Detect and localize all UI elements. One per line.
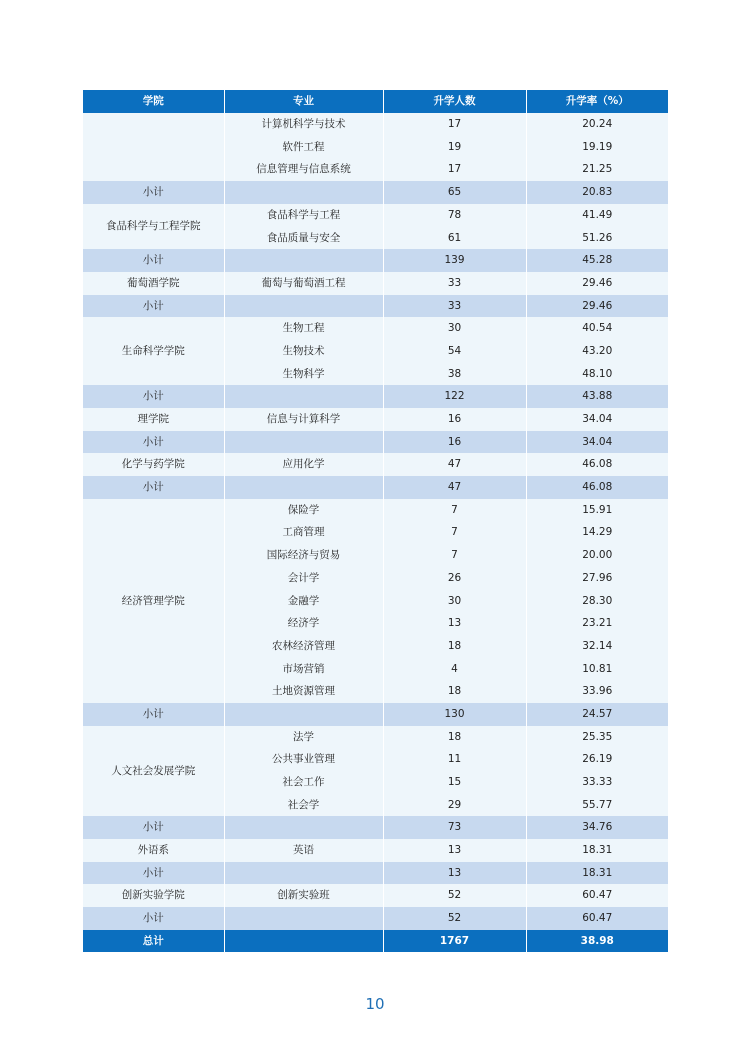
count-cell: 54 [383,340,526,363]
header-rate: 升学率（%） [526,90,668,113]
major-cell: 社会学 [224,794,383,817]
subtotal-empty-cell [224,249,383,272]
major-cell: 计算机科学与技术 [224,113,383,136]
rate-cell: 46.08 [526,453,668,476]
table-row [83,453,668,476]
rate-cell: 60.47 [526,884,668,907]
count-cell: 7 [383,499,526,522]
subtotal-empty-cell [224,816,383,839]
count-cell: 16 [383,408,526,431]
subtotal-label: 小计 [83,907,224,930]
count-cell: 13 [383,839,526,862]
subtotal-count: 52 [383,907,526,930]
major-cell: 经济学 [224,612,383,635]
rate-cell: 40.54 [526,317,668,340]
rate-cell: 18.31 [526,839,668,862]
subtotal-label: 小计 [83,249,224,272]
total-count: 1767 [383,930,526,953]
major-cell: 信息与计算科学 [224,408,383,431]
subtotal-count: 139 [383,249,526,272]
subtotal-label: 小计 [83,816,224,839]
count-cell: 7 [383,544,526,567]
count-cell: 4 [383,658,526,681]
table-row [83,884,668,907]
major-cell: 生物技术 [224,340,383,363]
count-cell: 18 [383,726,526,749]
table-header-row [83,90,668,113]
college-cell: 化学与药学院 [83,453,224,476]
count-cell: 18 [383,680,526,703]
header-count: 升学人数 [383,90,526,113]
count-cell: 18 [383,635,526,658]
subtotal-rate: 29.46 [526,295,668,318]
count-cell: 78 [383,204,526,227]
major-cell: 应用化学 [224,453,383,476]
rate-cell: 43.20 [526,340,668,363]
subtotal-row [83,862,668,885]
table-row [83,204,668,227]
header-major: 专业 [224,90,383,113]
rate-cell: 27.96 [526,567,668,590]
count-cell: 17 [383,113,526,136]
rate-cell: 26.19 [526,748,668,771]
subtotal-label: 小计 [83,703,224,726]
college-cell: 人文社会发展学院 [83,726,224,817]
subtotal-row [83,385,668,408]
subtotal-rate: 34.04 [526,431,668,454]
rate-cell: 29.46 [526,272,668,295]
subtotal-count: 130 [383,703,526,726]
rate-cell: 23.21 [526,612,668,635]
graduate-study-table [83,90,668,952]
subtotal-row [83,295,668,318]
college-cell: 葡萄酒学院 [83,272,224,295]
rate-cell: 15.91 [526,499,668,522]
subtotal-label: 小计 [83,385,224,408]
subtotal-empty-cell [224,181,383,204]
table-row [83,726,668,749]
subtotal-count: 65 [383,181,526,204]
major-cell: 土地资源管理 [224,680,383,703]
count-cell: 19 [383,136,526,159]
subtotal-count: 73 [383,816,526,839]
rate-cell: 19.19 [526,136,668,159]
table-row [83,272,668,295]
college-cell: 食品科学与工程学院 [83,204,224,249]
subtotal-rate: 24.57 [526,703,668,726]
count-cell: 30 [383,317,526,340]
subtotal-rate: 45.28 [526,249,668,272]
count-cell: 47 [383,453,526,476]
major-cell: 金融学 [224,589,383,612]
subtotal-count: 33 [383,295,526,318]
subtotal-label: 小计 [83,431,224,454]
major-cell: 英语 [224,839,383,862]
rate-cell: 10.81 [526,658,668,681]
college-cell: 经济管理学院 [83,499,224,703]
table-row [83,113,668,136]
count-cell: 38 [383,363,526,386]
major-cell: 工商管理 [224,521,383,544]
subtotal-empty-cell [224,862,383,885]
rate-cell: 33.96 [526,680,668,703]
college-cell: 外语系 [83,839,224,862]
rate-cell: 20.24 [526,113,668,136]
subtotal-rate: 20.83 [526,181,668,204]
major-cell: 农林经济管理 [224,635,383,658]
subtotal-empty-cell [224,431,383,454]
subtotal-count: 16 [383,431,526,454]
subtotal-count: 13 [383,862,526,885]
rate-cell: 55.77 [526,794,668,817]
table-row [83,317,668,340]
subtotal-row [83,249,668,272]
major-cell: 公共事业管理 [224,748,383,771]
major-cell: 社会工作 [224,771,383,794]
total-rate: 38.98 [526,930,668,953]
count-cell: 11 [383,748,526,771]
subtotal-row [83,181,668,204]
table-row [83,499,668,522]
college-cell: 创新实验学院 [83,884,224,907]
rate-cell: 34.04 [526,408,668,431]
major-cell: 法学 [224,726,383,749]
count-cell: 52 [383,884,526,907]
rate-cell: 20.00 [526,544,668,567]
major-cell: 国际经济与贸易 [224,544,383,567]
subtotal-label: 小计 [83,295,224,318]
subtotal-label: 小计 [83,476,224,499]
college-cell: 理学院 [83,408,224,431]
subtotal-empty-cell [224,703,383,726]
count-cell: 17 [383,158,526,181]
rate-cell: 33.33 [526,771,668,794]
count-cell: 15 [383,771,526,794]
table-body [83,113,668,952]
subtotal-count: 47 [383,476,526,499]
subtotal-rate: 60.47 [526,907,668,930]
rate-cell: 28.30 [526,589,668,612]
subtotal-row [83,816,668,839]
count-cell: 29 [383,794,526,817]
subtotal-label: 小计 [83,862,224,885]
rate-cell: 41.49 [526,204,668,227]
count-cell: 26 [383,567,526,590]
subtotal-row [83,907,668,930]
rate-cell: 25.35 [526,726,668,749]
subtotal-empty-cell [224,907,383,930]
subtotal-label: 小计 [83,181,224,204]
rate-cell: 48.10 [526,363,668,386]
subtotal-count: 122 [383,385,526,408]
subtotal-row [83,431,668,454]
total-label: 总计 [83,930,224,953]
major-cell: 食品科学与工程 [224,204,383,227]
subtotal-rate: 18.31 [526,862,668,885]
table-row [83,408,668,431]
subtotal-row [83,476,668,499]
major-cell: 保险学 [224,499,383,522]
major-cell: 生物科学 [224,363,383,386]
subtotal-empty-cell [224,476,383,499]
count-cell: 61 [383,226,526,249]
major-cell: 软件工程 [224,136,383,159]
subtotal-empty-cell [224,295,383,318]
subtotal-rate: 43.88 [526,385,668,408]
subtotal-rate: 46.08 [526,476,668,499]
count-cell: 33 [383,272,526,295]
count-cell: 7 [383,521,526,544]
major-cell: 创新实验班 [224,884,383,907]
rate-cell: 32.14 [526,635,668,658]
major-cell: 会计学 [224,567,383,590]
major-cell: 信息管理与信息系统 [224,158,383,181]
rate-cell: 14.29 [526,521,668,544]
college-cell: 生命科学学院 [83,317,224,385]
table-row [83,839,668,862]
count-cell: 30 [383,589,526,612]
header-college: 学院 [83,90,224,113]
grand-total-row [83,930,668,953]
page-number: 10 [365,995,385,1013]
subtotal-empty-cell [224,385,383,408]
rate-cell: 21.25 [526,158,668,181]
subtotal-rate: 34.76 [526,816,668,839]
college-cell [83,113,224,181]
major-cell: 葡萄与葡萄酒工程 [224,272,383,295]
count-cell: 13 [383,612,526,635]
major-cell: 生物工程 [224,317,383,340]
subtotal-row [83,703,668,726]
major-cell: 市场营销 [224,658,383,681]
major-cell: 食品质量与安全 [224,226,383,249]
rate-cell: 51.26 [526,226,668,249]
total-empty-cell [224,930,383,953]
